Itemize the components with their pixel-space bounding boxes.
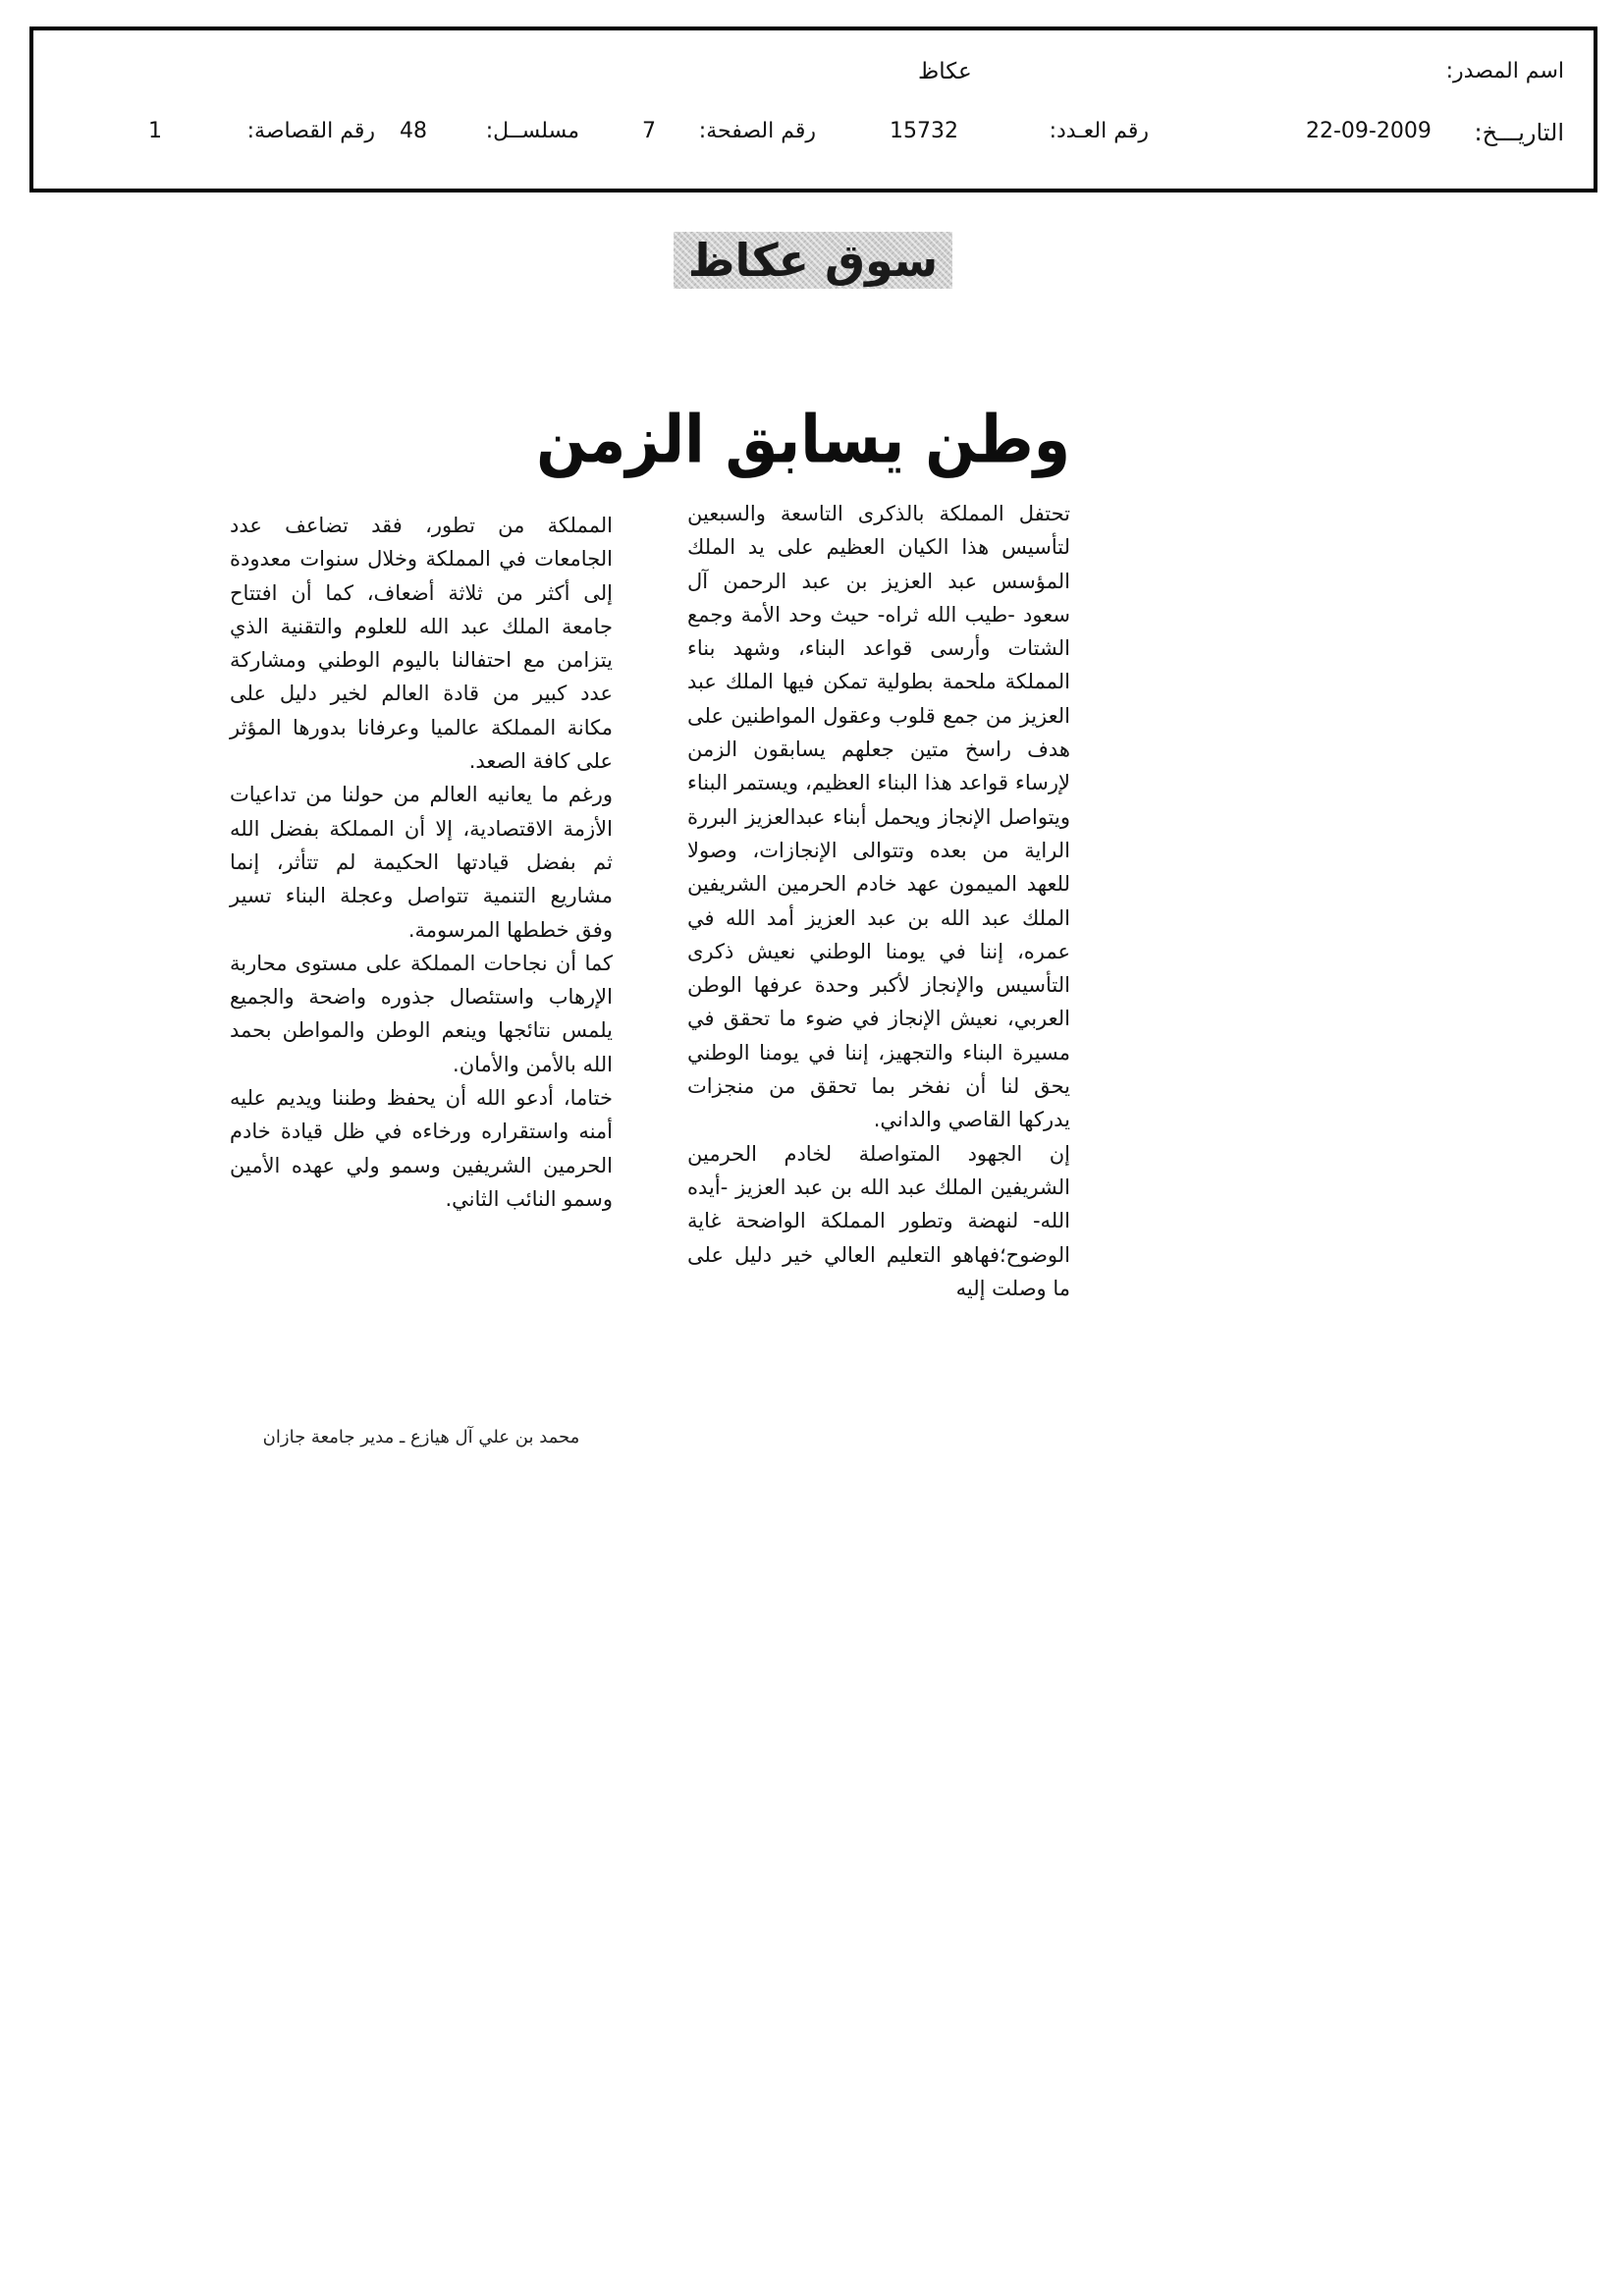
paragraph: ختاما، أدعو الله أن يحفظ وطننا ويديم عليه أمنه واستقراره ورخاءه في ظل قيادة خادم الحرمين الشريفين وسمو ولي عهده الأمين وسمو النائب الثاني. (230, 1086, 613, 1211)
paragraph: ورغم ما يعانيه العالم من حولنا من تداعيات الأزمة الاقتصادية، إلا أن المملكة بفضل الله ثم بفضل قيادتها الحكيمة لم تتأثر، إنما مشاريع التنمية تتواصل وعجلة البناء تسير وفق خططها المرسومة. (230, 783, 613, 942)
paragraph: تحتفل المملكة بالذكرى التاسعة والسبعين لتأسيس هذا الكيان العظيم على يد الملك المؤسس عبد العزيز بن عبد الرحمن آل سعود -طيب الله ثراه- حيث وحد الأمة وجمع الشتات وأرسى قواعد البناء، وشهد بناء المملكة ملحمة بطولية تمكن فيها الملك عبد العزيز من جمع قلوب وعقول المواطنين على هدف راسخ متين جعلهم يسابقون الزمن لإرساء قواعد هذا البناء العظيم، ويستمر البناء ويتواصل الإنجاز ويحمل أبناء عبدالعزيز البررة الراية من بعده وتتوالى الإنجازات، وصولا للعهد الميمون عهد خادم الحرمين الشريفين الملك عبد الله بن عبد العزيز أمد الله في عمره، إننا في يومنا الوطني نعيش ذكرى التأسيس والإنجاز لأكبر وحدة عرفها الوطن العربي، نعيش الإنجاز في ضوء ما تحقق في مسيرة البناء والتجهيز، إننا في يومنا الوطني يحق لنا أن نفخر بما تحقق من منجزات يدركها القاصي والداني. (687, 502, 1070, 1132)
paragraph: المملكة من تطور، فقد تضاعف عدد الجامعات في المملكة وخلال سنوات معدودة إلى أكثر من ثلاثة أضعاف، كما أن افتتاح جامعة الملك عبد الله للعلوم والتقنية الذي يتزامن مع احتفالنا باليوم الوطني ومشاركة عدد كبير من قادة العالم لخير دليل على مكانة المملكة عالميا وعرفانا بدورها المؤثر على كافة الصعد. (230, 514, 613, 774)
issue-value: 15732 (890, 119, 958, 143)
paragraph: إن الجهود المتواصلة لخادم الحرمين الشريفين الملك عبد الله بن عبد العزيز -أيده الله- لنهضة وتطور المملكة الواضحة غاية الوضوح؛فهاهو التعليم العالي خير دليل على ما وصلت إليه (687, 1141, 1070, 1300)
clipping-label: رقم القصاصة: (246, 119, 375, 143)
article-column-right (687, 497, 1070, 1305)
issue-label: رقم العـدد: (1049, 119, 1149, 143)
article-column-left (230, 509, 613, 1216)
paragraph: كما أن نجاحات المملكة على مستوى محاربة الإرهاب واستئصال جذوره واضحة والجميع يلمس نتائجها وينعم الوطن والمواطن بحمد الله بالأمن والأمان. (230, 951, 613, 1076)
date-value: 22-09-2009 (1306, 119, 1432, 143)
page-value: 7 (642, 119, 656, 143)
serial-label: مسلســل: (485, 119, 579, 143)
serial-value: 48 (400, 119, 427, 143)
date-label: التاريـــخ: (1474, 119, 1564, 146)
clipping-value: 1 (148, 119, 162, 143)
source-label: اسم المصدر: (1445, 59, 1564, 83)
section-title: سوق عكاظ (687, 234, 939, 287)
page-label: رقم الصفحة: (698, 119, 816, 143)
source-value: عكاظ (918, 59, 972, 84)
clipping-header-box (29, 27, 1597, 192)
section-banner (674, 232, 952, 289)
author-byline: محمد بن علي آل هيازع ـ مدير جامعة جازان (262, 1427, 580, 1448)
article-headline: وطن يسابق الزمن (536, 401, 1070, 479)
